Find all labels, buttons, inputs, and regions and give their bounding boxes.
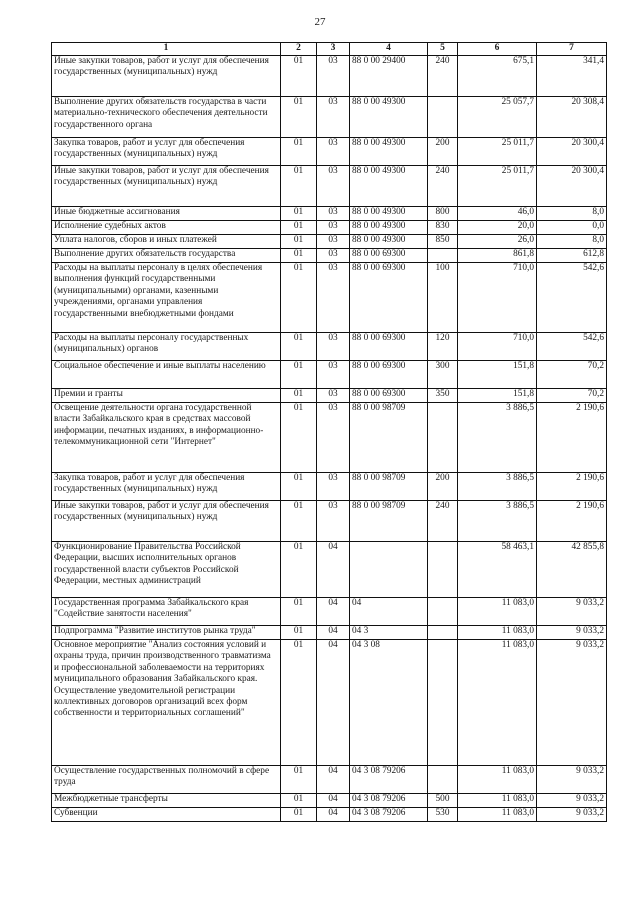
cell-target-article: 88 0 00 49300 <box>350 97 428 138</box>
cell-section: 01 <box>281 808 317 822</box>
cell-expense-type: 200 <box>428 473 458 501</box>
cell-expense-type: 240 <box>428 166 458 207</box>
cell-subsection: 03 <box>317 166 350 207</box>
cell-amount-7: 8,0 <box>537 235 607 249</box>
header-col-1: 1 <box>52 43 281 56</box>
cell-amount-6: 11 083,0 <box>458 598 537 626</box>
cell-name: Иные закупки товаров, работ и услуг для обеспечения государственных (муниципальных) нужд <box>52 56 281 97</box>
cell-amount-7: 70,2 <box>537 361 607 389</box>
cell-amount-7: 9 033,2 <box>537 598 607 626</box>
cell-section: 01 <box>281 249 317 263</box>
cell-subsection: 03 <box>317 138 350 166</box>
cell-subsection: 03 <box>317 97 350 138</box>
table-row <box>52 361 607 389</box>
table-row <box>52 56 607 97</box>
cell-target-article: 88 0 00 69300 <box>350 249 428 263</box>
cell-amount-6: 675,1 <box>458 56 537 97</box>
cell-target-article: 88 0 00 69300 <box>350 333 428 361</box>
cell-amount-7: 612,8 <box>537 249 607 263</box>
cell-amount-7: 341,4 <box>537 56 607 97</box>
cell-section: 01 <box>281 56 317 97</box>
header-col-3: 3 <box>317 43 350 56</box>
cell-amount-6: 25 011,7 <box>458 166 537 207</box>
cell-subsection: 03 <box>317 473 350 501</box>
cell-name: Закупка товаров, работ и услуг для обеспечения государственных (муниципальных) нужд <box>52 138 281 166</box>
cell-target-article: 88 0 00 98709 <box>350 501 428 542</box>
table-row <box>52 626 607 640</box>
cell-amount-6: 26,0 <box>458 235 537 249</box>
cell-amount-7: 70,2 <box>537 389 607 403</box>
cell-name: Государственная программа Забайкальского края "Содействие занятости населения" <box>52 598 281 626</box>
cell-amount-7: 9 033,2 <box>537 794 607 808</box>
cell-section: 01 <box>281 361 317 389</box>
cell-target-article: 04 3 08 <box>350 640 428 766</box>
cell-amount-6: 11 083,0 <box>458 808 537 822</box>
table-row <box>52 501 607 542</box>
cell-section: 01 <box>281 403 317 473</box>
cell-name: Субвенции <box>52 808 281 822</box>
cell-name: Расходы на выплаты персоналу в целях обеспечения выполнения функций государственными (муниципальными) органами, казенными учреждениями, органами управления государственными внебюджетными фондами <box>52 263 281 333</box>
cell-expense-type: 120 <box>428 333 458 361</box>
cell-expense-type: 300 <box>428 361 458 389</box>
page-number: 27 <box>314 16 326 28</box>
table-row <box>52 207 607 221</box>
cell-expense-type <box>428 542 458 598</box>
cell-name: Межбюджетные трансферты <box>52 794 281 808</box>
header-col-5: 5 <box>428 43 458 56</box>
cell-expense-type: 850 <box>428 235 458 249</box>
cell-section: 01 <box>281 138 317 166</box>
cell-section: 01 <box>281 166 317 207</box>
table-row <box>52 235 607 249</box>
cell-section: 01 <box>281 333 317 361</box>
cell-subsection: 04 <box>317 542 350 598</box>
cell-subsection: 04 <box>317 794 350 808</box>
table-row <box>52 97 607 138</box>
cell-subsection: 03 <box>317 361 350 389</box>
header-col-7: 7 <box>537 43 607 56</box>
cell-amount-7: 0,0 <box>537 221 607 235</box>
table-row <box>52 598 607 626</box>
cell-amount-7: 2 190,6 <box>537 403 607 473</box>
cell-amount-6: 151,8 <box>458 361 537 389</box>
cell-target-article: 88 0 00 98709 <box>350 403 428 473</box>
cell-target-article: 88 0 00 49300 <box>350 235 428 249</box>
cell-subsection: 04 <box>317 598 350 626</box>
cell-subsection: 03 <box>317 221 350 235</box>
cell-section: 01 <box>281 626 317 640</box>
table-row <box>52 389 607 403</box>
cell-target-article: 04 <box>350 598 428 626</box>
table-row <box>52 403 607 473</box>
cell-subsection: 03 <box>317 263 350 333</box>
cell-subsection: 03 <box>317 403 350 473</box>
cell-amount-7: 542,6 <box>537 263 607 333</box>
budget-table <box>51 42 607 822</box>
cell-amount-6: 11 083,0 <box>458 626 537 640</box>
table-row <box>52 249 607 263</box>
cell-section: 01 <box>281 640 317 766</box>
cell-expense-type: 530 <box>428 808 458 822</box>
header-col-4: 4 <box>350 43 428 56</box>
cell-target-article: 88 0 00 69300 <box>350 361 428 389</box>
cell-name: Расходы на выплаты персоналу государственных (муниципальных) органов <box>52 333 281 361</box>
cell-name: Выполнение других обязательств государства <box>52 249 281 263</box>
cell-subsection: 04 <box>317 808 350 822</box>
table-row <box>52 221 607 235</box>
cell-expense-type <box>428 640 458 766</box>
cell-target-article: 88 0 00 29400 <box>350 56 428 97</box>
cell-section: 01 <box>281 389 317 403</box>
cell-section: 01 <box>281 221 317 235</box>
cell-amount-6: 46,0 <box>458 207 537 221</box>
table-row <box>52 166 607 207</box>
cell-subsection: 03 <box>317 235 350 249</box>
cell-name: Социальное обеспечение и иные выплаты населению <box>52 361 281 389</box>
cell-target-article: 04 3 <box>350 626 428 640</box>
cell-amount-6: 11 083,0 <box>458 794 537 808</box>
cell-amount-6: 25 057,7 <box>458 97 537 138</box>
table-row <box>52 333 607 361</box>
cell-name: Исполнение судебных актов <box>52 221 281 235</box>
cell-target-article: 88 0 00 69300 <box>350 389 428 403</box>
cell-expense-type: 200 <box>428 138 458 166</box>
cell-amount-7: 42 855,8 <box>537 542 607 598</box>
cell-target-article: 88 0 00 49300 <box>350 138 428 166</box>
cell-section: 01 <box>281 501 317 542</box>
cell-target-article: 88 0 00 49300 <box>350 207 428 221</box>
cell-section: 01 <box>281 235 317 249</box>
cell-amount-7: 9 033,2 <box>537 640 607 766</box>
cell-expense-type <box>428 626 458 640</box>
cell-section: 01 <box>281 473 317 501</box>
cell-amount-6: 710,0 <box>458 263 537 333</box>
cell-name: Иные бюджетные ассигнования <box>52 207 281 221</box>
cell-section: 01 <box>281 207 317 221</box>
cell-subsection: 03 <box>317 389 350 403</box>
cell-target-article <box>350 542 428 598</box>
table-row <box>52 138 607 166</box>
cell-expense-type <box>428 403 458 473</box>
cell-target-article: 88 0 00 49300 <box>350 166 428 207</box>
cell-target-article: 04 3 08 79206 <box>350 766 428 794</box>
table-row <box>52 640 607 766</box>
cell-amount-7: 9 033,2 <box>537 626 607 640</box>
cell-name: Иные закупки товаров, работ и услуг для обеспечения государственных (муниципальных) нужд <box>52 501 281 542</box>
cell-expense-type: 240 <box>428 56 458 97</box>
cell-expense-type <box>428 249 458 263</box>
cell-section: 01 <box>281 542 317 598</box>
cell-subsection: 03 <box>317 501 350 542</box>
cell-expense-type: 100 <box>428 263 458 333</box>
table-row <box>52 473 607 501</box>
header-col-2: 2 <box>281 43 317 56</box>
cell-amount-7: 8,0 <box>537 207 607 221</box>
header-col-6: 6 <box>458 43 537 56</box>
cell-name: Иные закупки товаров, работ и услуг для обеспечения государственных (муниципальных) нужд <box>52 166 281 207</box>
cell-amount-7: 20 308,4 <box>537 97 607 138</box>
cell-subsection: 03 <box>317 249 350 263</box>
table-row <box>52 263 607 333</box>
cell-target-article: 88 0 00 69300 <box>350 263 428 333</box>
header-row <box>52 43 607 56</box>
table-row <box>52 542 607 598</box>
cell-name: Закупка товаров, работ и услуг для обеспечения государственных (муниципальных) нужд <box>52 473 281 501</box>
table-row <box>52 808 607 822</box>
cell-amount-6: 151,8 <box>458 389 537 403</box>
cell-target-article: 88 0 00 98709 <box>350 473 428 501</box>
cell-subsection: 03 <box>317 207 350 221</box>
cell-name: Освещение деятельности органа государственной власти Забайкальского края в средствах массовой информации, печатных изданиях, в информационно-телекоммуникационной сети "Интернет" <box>52 403 281 473</box>
cell-name: Уплата налогов, сборов и иных платежей <box>52 235 281 249</box>
cell-amount-6: 58 463,1 <box>458 542 537 598</box>
cell-amount-7: 2 190,6 <box>537 473 607 501</box>
cell-subsection: 04 <box>317 766 350 794</box>
cell-section: 01 <box>281 263 317 333</box>
cell-amount-6: 25 011,7 <box>458 138 537 166</box>
table-row <box>52 794 607 808</box>
cell-name: Осуществление государственных полномочий в сфере труда <box>52 766 281 794</box>
cell-section: 01 <box>281 97 317 138</box>
cell-subsection: 03 <box>317 56 350 97</box>
cell-subsection: 03 <box>317 333 350 361</box>
cell-amount-7: 20 300,4 <box>537 138 607 166</box>
cell-expense-type: 830 <box>428 221 458 235</box>
cell-expense-type: 350 <box>428 389 458 403</box>
cell-expense-type <box>428 766 458 794</box>
cell-name: Функционирование Правительства Российской Федерации, высших исполнительных органов государственной власти субъектов Российской Федерации, местных администраций <box>52 542 281 598</box>
cell-expense-type: 240 <box>428 501 458 542</box>
cell-section: 01 <box>281 766 317 794</box>
cell-name: Премии и гранты <box>52 389 281 403</box>
table-row <box>52 766 607 794</box>
cell-name: Выполнение других обязательств государства в части материально-технического обеспечения деятельности государственного органа <box>52 97 281 138</box>
cell-amount-6: 3 886,5 <box>458 403 537 473</box>
cell-amount-7: 542,6 <box>537 333 607 361</box>
cell-target-article: 88 0 00 49300 <box>350 221 428 235</box>
cell-amount-6: 861,8 <box>458 249 537 263</box>
cell-amount-7: 2 190,6 <box>537 501 607 542</box>
cell-amount-7: 9 033,2 <box>537 766 607 794</box>
cell-amount-6: 3 886,5 <box>458 473 537 501</box>
cell-amount-6: 710,0 <box>458 333 537 361</box>
cell-amount-7: 20 300,4 <box>537 166 607 207</box>
cell-target-article: 04 3 08 79206 <box>350 794 428 808</box>
cell-amount-7: 9 033,2 <box>537 808 607 822</box>
cell-target-article: 04 3 08 79206 <box>350 808 428 822</box>
cell-expense-type <box>428 97 458 138</box>
cell-section: 01 <box>281 794 317 808</box>
cell-name: Подпрограмма "Развитие институтов рынка труда" <box>52 626 281 640</box>
cell-expense-type: 500 <box>428 794 458 808</box>
cell-expense-type: 800 <box>428 207 458 221</box>
cell-subsection: 04 <box>317 640 350 766</box>
cell-expense-type <box>428 598 458 626</box>
cell-amount-6: 20,0 <box>458 221 537 235</box>
cell-amount-6: 11 083,0 <box>458 640 537 766</box>
cell-name: Основное мероприятие "Анализ состояния условий и охраны труда, причин производственного травматизма и профессиональной заболеваемости на территориях муниципального образования Забайкальского края. Осуществление уведомительной регистрации коллективных договоров организаций всех форм собственности и территориальных соглашений" <box>52 640 281 766</box>
cell-amount-6: 11 083,0 <box>458 766 537 794</box>
cell-section: 01 <box>281 598 317 626</box>
cell-subsection: 04 <box>317 626 350 640</box>
cell-amount-6: 3 886,5 <box>458 501 537 542</box>
